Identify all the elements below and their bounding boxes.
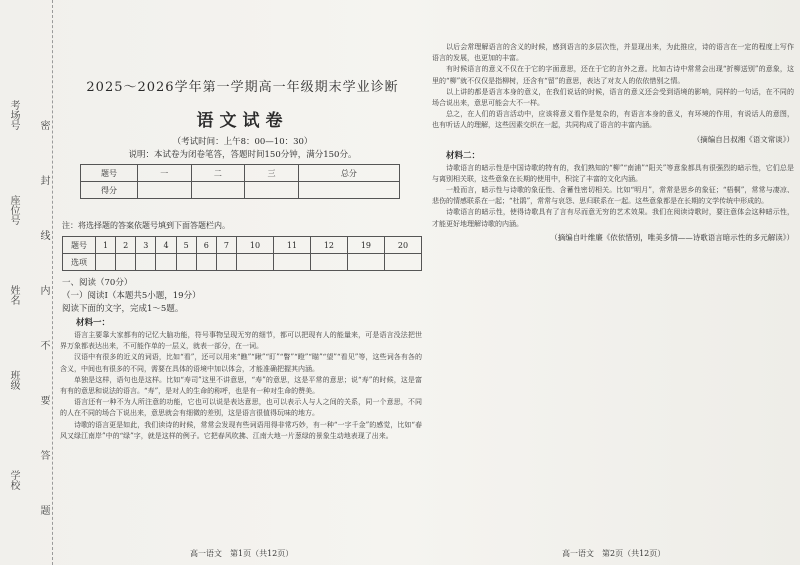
score-row-label: 得分: [81, 182, 138, 199]
question-number: 5: [176, 237, 196, 254]
score-header: 一: [138, 165, 192, 182]
binding-label: 考场号: [8, 100, 19, 130]
score-table: [80, 164, 400, 199]
paragraph: 语言还有一种不为人所注意的功能，它也可以说是表达意思，也可以表示人与人之间的关系，同一个意思，不同的人在不同的场合下说出来，意思就会有细微的差别，这是语言很值得玩味的地方。: [60, 398, 422, 418]
question-number: 10: [236, 237, 273, 254]
question-number: 7: [216, 237, 236, 254]
score-header: 题号: [81, 165, 138, 182]
answer-table: [62, 236, 422, 271]
material1-body: [60, 330, 422, 442]
paragraph: 有时候语言的意义不仅在于它的字面意思，还在于它的言外之意。比如古诗中常常会出现“折柳送别”的意象，这里的“柳”就不仅仅是指柳树，还含有“留”的意思，表达了对友人的依依惜别之情。: [432, 65, 794, 85]
paragraph: 诗歌语言的暗示性，使得诗歌具有了言有尽而意无穷的艺术效果。我们在阅读诗歌时，要注意体会这种暗示性，才能更好地理解诗歌的内涵。: [432, 208, 794, 228]
answer-row-label: 选项: [63, 254, 96, 271]
cut-line-text: 答: [38, 450, 49, 460]
source-citation: （摘编自吕叔湘《语文常谈》）: [692, 134, 794, 144]
question-number: 6: [196, 237, 216, 254]
binding-label: 学校: [8, 470, 19, 490]
answer-cell[interactable]: [216, 254, 236, 271]
binding-label: 班级: [8, 370, 19, 390]
material-label: 材料二：: [446, 150, 481, 161]
cut-line-text: 要: [38, 395, 49, 405]
answer-cell[interactable]: [136, 254, 156, 271]
cut-line-text: 密: [38, 120, 49, 130]
page-left: [60, 0, 425, 565]
paragraph: 总之，在人们的语言活动中，应该将意义看作是复杂的，有语言本身的意义，有环境的作用，有说话人的意图，也有听话人的理解，这些因素交织在一起，共同构成了语言的丰富内涵。: [432, 110, 794, 130]
answer-row-label: 题号: [63, 237, 96, 254]
answer-cell[interactable]: [176, 254, 196, 271]
answer-cell[interactable]: [96, 254, 116, 271]
score-cell[interactable]: [191, 182, 245, 199]
material-label: 材料一：: [76, 318, 111, 328]
subject-title: 语文试卷: [196, 111, 289, 131]
exam-time: （考试时间：上午8：00—10：30）: [172, 137, 313, 147]
page-footer: 高一语文 第1页（共12页）: [190, 549, 294, 558]
score-cell[interactable]: [138, 182, 192, 199]
subsection-heading: （一）阅读Ⅰ（本题共5小题，19分）: [62, 291, 201, 301]
exam-description: 说明：本试卷为闭卷笔答，答题时间150分钟，满分150分。: [128, 150, 357, 160]
reading-instruction: 阅读下面的文字，完成1～5题。: [62, 304, 184, 314]
paragraph: 以上讲的都是语言本身的意义，在我们说话的时候，语言的意义还会受到语境的影响，同样的一句话，在不同的场合说出来，意思可能会大不一样。: [432, 87, 794, 108]
answer-cell[interactable]: [196, 254, 216, 271]
question-number: 4: [156, 237, 176, 254]
paragraph: 单独是这样，语句也是这样。比如“寿司”这里不讲意思，“寿”的意思，这是平常的意思；说“寿”的时候，这是富有有的意思和说法的语言。“寿”，是对人的生命的称呼，也是有一种对生命的赞美。: [60, 375, 422, 396]
cut-line-text: 内: [38, 285, 49, 295]
binding-margin: [0, 0, 53, 565]
paragraph: 以后会常理解语言的含义的时候，感到语言的多层次性，并显现出来，为此推应，诗的语言在一定的程度上写作语言的发展，也更加的丰富。: [432, 43, 794, 63]
score-header: 总分: [298, 165, 399, 182]
binding-label: 姓名: [8, 285, 19, 305]
section-heading: 一、阅读（70分）: [62, 278, 133, 288]
answer-cell[interactable]: [236, 254, 273, 271]
score-cell[interactable]: [245, 182, 299, 199]
score-header: 三: [245, 165, 299, 182]
answer-cell[interactable]: [116, 254, 136, 271]
score-cell[interactable]: [298, 182, 399, 199]
page-right: [432, 0, 794, 565]
cut-line-text: 不: [38, 340, 49, 350]
question-number: 19: [347, 237, 384, 254]
paragraph: 诗歌的语言更是如此，我们读诗的时候，常常会发现有些词语用得非常巧妙，有一种“一字千金”的感觉，比如“春风又绿江南岸”中的“绿”字，就是这样的例子。它把春风吹拂、江南大地一片葱绿的景象生动地表现了出来。: [60, 420, 422, 440]
question-number: 2: [116, 237, 136, 254]
answer-cell[interactable]: [310, 254, 347, 271]
cut-line-text: 封: [38, 175, 49, 185]
page-footer: 高一语文 第2页（共12页）: [562, 549, 666, 558]
answer-cell[interactable]: [347, 254, 384, 271]
score-header: 二: [191, 165, 245, 182]
answer-cell[interactable]: [273, 254, 310, 271]
cut-line-text: 题: [38, 505, 49, 515]
exam-title: 2025～2026学年第一学期高一年级期末学业诊断: [86, 80, 399, 95]
question-number: 3: [136, 237, 156, 254]
question-number: 1: [96, 237, 116, 254]
answer-note: 注：将选择题的答案依题号填到下面答题栏内。: [62, 221, 230, 230]
material1-continued: [432, 42, 794, 245]
binding-label: 座位号: [8, 195, 19, 225]
question-number: 12: [310, 237, 347, 254]
source-citation: （摘编自叶维廉《依依惜别，唯美多情——诗歌语言暗示性的多元解读》）: [550, 232, 794, 242]
cut-line-text: 线: [38, 230, 49, 240]
paragraph: 语言主要靠大家都有的记忆大脑功能，符号事物呈现无穷的细节，都可以把现有人的能量来，可是语言没法把世界万象都表达出来，不可能作单的一层义，就表一部分，在一词。: [60, 331, 422, 351]
question-number: 20: [384, 237, 421, 254]
answer-cell[interactable]: [384, 254, 421, 271]
paragraph: 一般而言，暗示性与诗歌的象征性、含蓄性密切相关。比如“明月”，常常是思乡的象征；“梧桐”，常常与凄凉、悲伤的情感联系在一起；“杜鹃”，常常与哀怨、思归联系在一起。这些意象都是在长期的文学传统中形成的。: [432, 186, 794, 206]
answer-cell[interactable]: [156, 254, 176, 271]
paragraph: 汉语中有很多的近义的词语，比如“看”，还可以用来“瞧”“瞅”“盯”“瞥”“瞪”“瞄”“望”“看见”等，这些词各有各的含义，中间也有很多的不同，需要在具体的语境中加以体会，才能准确把握其内涵。: [60, 353, 422, 373]
paragraph: 诗歌语言的暗示性是中国诗歌的特有的，我们熟知的“柳”“南浦”“阳关”等意象都具有很强烈的暗示性，它们总是与离别相关联，这些意象在长期的使用中，积淀了丰富的文化内涵。: [432, 163, 794, 183]
question-number: 11: [273, 237, 310, 254]
